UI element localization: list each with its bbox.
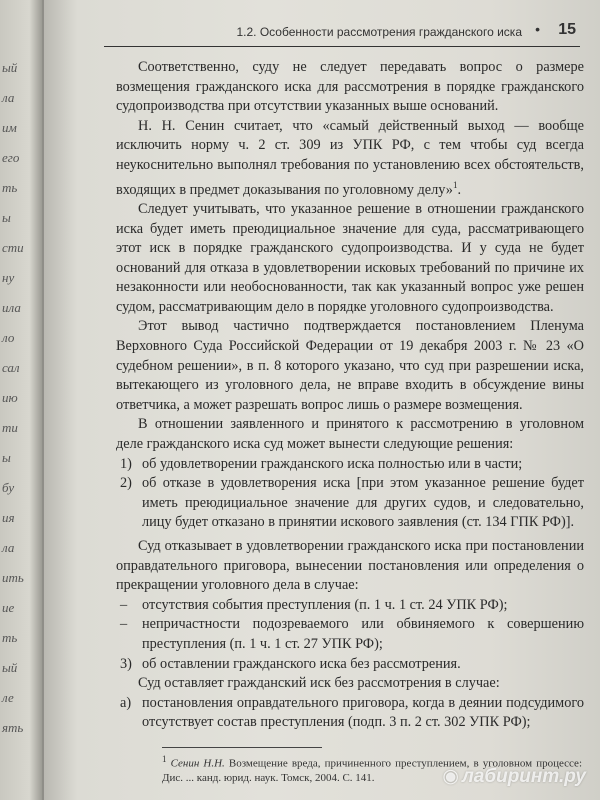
page-number: 15 (558, 21, 576, 38)
left-page-fragment: ть (2, 630, 18, 645)
left-page-fragment: ле (2, 690, 14, 705)
paragraph: Соответственно, суду не следует передавать вопрос о размере возмещения гражданского иска для рассмотрения в порядке гражданского судопроизводства при отсутствии указанных выше оснований. (116, 59, 584, 115)
list-item: 1) об удовлетворении гражданского иска полностью или в части; (120, 455, 523, 472)
left-page-fragment: ть (2, 180, 18, 195)
left-page-fragment: ый (2, 660, 18, 675)
running-header (104, 18, 580, 47)
section-title: 1.2. Особенности рассмотрения гражданского иска (236, 25, 522, 39)
left-page-fragment: бу (2, 480, 15, 495)
left-page-fragment: ять (2, 720, 24, 735)
list-item: – отсутствия события преступления (п. 1 ч. 1 ст. 24 УПК РФ); (120, 596, 508, 613)
watermark: ◉ лабиринт.ру (442, 766, 586, 787)
left-page-fragment: им (2, 120, 17, 135)
left-page-fragment: ила (2, 300, 21, 315)
left-page-fragment: ить (2, 570, 24, 585)
footnote-author: Сенин Н.Н. (170, 757, 225, 770)
list-item: 2) об отказе в удовлетворения иска [при этом указанное решение будет иметь преюдициальное значение для других судов, и следовательно, лицу будет отказано в принятии искового заявления (ст. 134 ГПК РФ)]. (120, 475, 584, 531)
left-page-fragment: ла (2, 540, 15, 555)
footnote-ref: 1 (452, 179, 458, 190)
left-page-fragment: сти (2, 240, 24, 255)
left-page-fragment: ну (2, 270, 15, 285)
left-page-fragment: ти (2, 420, 18, 435)
labyrinth-logo-icon: ◉ (442, 766, 459, 787)
footnote-divider (162, 747, 322, 748)
left-page-fragment: ла (2, 90, 15, 105)
list-item: 3) об оставлении гражданского иска без рассмотрения. (120, 655, 461, 672)
list-item: – непричастности подозреваемого или обвиняемого к совершению преступления (п. 1 ч. 1 ст. 27 УПК РФ); (120, 616, 584, 652)
paragraph: Н. Н. Сенин считает, что «самый действенный выход — вообще исключить норму ч. 2 ст. 309 из УПК РФ, с тем чтобы суд всегда неукоснительно выполнял требования по установлению всех обстоятельств, входящих в предмет доказывания по уголовному делу»$^1$. (116, 117, 584, 198)
left-page-edge (0, 0, 42, 800)
left-page-fragment: ы (2, 450, 11, 465)
paragraph: В отношении заявленного и принятого к рассмотрению в уголовном деле гражданского иска суд может вынести следующие решения: (116, 416, 584, 453)
left-page-fragment: ы (2, 210, 11, 225)
book-page (44, 0, 600, 800)
paragraph: Следует учитывать, что указанное решение в отношении гражданского иска будет иметь преюдициальное значение для суда, рассматривающего этот иск в порядке гражданского судопроизводства. И у суда не будет оснований для отказа в удовлетворении исковых требований по причине их незаконности или необоснованности, так как указанный вопрос уже решен судом, рассматривающим дело в порядке уголовного судопроизводства. (116, 200, 584, 315)
paragraph: Суд оставляет гражданский иск без рассмотрения в случае: (138, 675, 500, 692)
paragraph: Суд отказывает в удовлетворении гражданского иска при постановлении оправдательного приговора, вынесении постановления или определения о прекращении уголовного дела в случае: (116, 538, 584, 594)
header-bullet: • (535, 21, 540, 37)
left-page-fragment: ый (2, 60, 18, 75)
left-page-fragment: ие (2, 600, 15, 615)
left-page-fragment: его (2, 150, 20, 165)
list-item: а) постановления оправдательного приговора, когда в деянии подсудимого отсутствует состав преступления (подп. 3 п. 2 ст. 302 УПК РФ); (120, 694, 584, 731)
main-text (116, 58, 584, 733)
left-page-fragment: ия (2, 510, 15, 525)
left-page-fragment: сал (2, 360, 20, 375)
left-page-fragment: ию (2, 390, 18, 405)
footnote: $^1$ Сенин Н.Н. Возмещение вреда, причиненного преступлением, в уголовном процессе: Дис. ... канд. юрид. наук. Томск, 2004. С. 141. (162, 754, 582, 784)
paragraph: Этот вывод частично подтверждается постановлением Пленума Верховного Суда Российской Федерации от 19 декабря 2003 г. № 23 «О судебном решении», в п. 8 которого указано, что суд при разрешении иска, вытекающего из уголовного дела, не вправе входить в обсуждение вины ответчика, а может разрешать вопрос лишь о размере возмещения. (116, 318, 584, 413)
left-page-fragment: ло (2, 330, 15, 345)
